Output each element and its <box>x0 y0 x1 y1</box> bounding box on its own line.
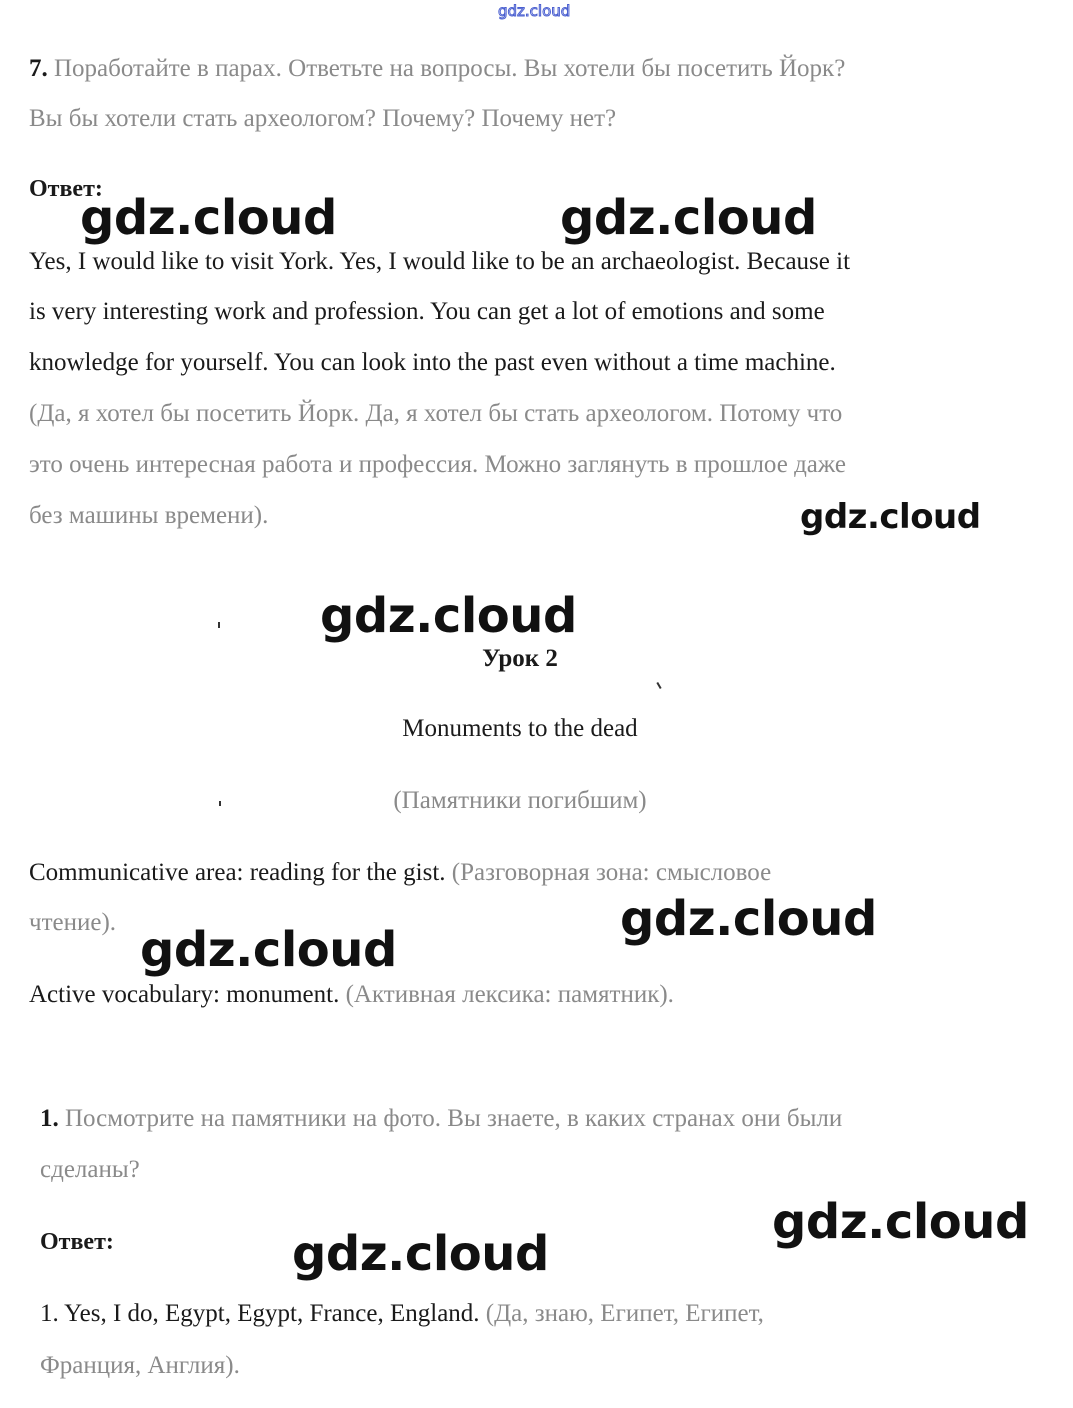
task7-answer-en-line2: is very interesting work and profession. You can get a lot of emotions and some <box>29 298 825 325</box>
communicative-en: Communicative area: reading for the gist. <box>29 859 446 886</box>
lesson-subtitle-en: Monuments to the dead <box>402 715 638 742</box>
task1-question-line1 <box>40 1104 842 1134</box>
scan-mark <box>219 801 221 806</box>
communicative-line1 <box>29 858 771 888</box>
task7-answer-ru-line1: (Да, я хотел бы посетить Йорк. Да, я хотел бы стать археологом. Потому что <box>29 400 843 427</box>
scan-mark <box>656 682 661 689</box>
watermark: gdz.cloud <box>560 190 817 246</box>
scan-mark <box>218 622 220 628</box>
watermark: gdz.cloud <box>800 497 981 537</box>
vocabulary-line <box>29 980 674 1010</box>
lesson-title: Урок 2 <box>482 645 558 672</box>
task7-answer-en-line1: Yes, I would like to visit York. Yes, I would like to be an archaeologist. Because it <box>29 248 851 275</box>
task1-answer-line2: Франция, Англия). <box>40 1352 240 1379</box>
task7-question-line2: Вы бы хотели стать археологом? Почему? Почему нет? <box>29 105 617 132</box>
task1-number: 1. <box>40 1105 59 1132</box>
watermark: gdz.cloud <box>140 922 397 978</box>
watermark: gdz.cloud <box>292 1226 549 1282</box>
task7-answer-ru-line3: без машины времени). <box>29 502 269 529</box>
task7-question-line1 <box>29 54 845 84</box>
task7-answer-en-line3: knowledge for yourself. You can look into the past even without a time machine. <box>29 349 836 376</box>
task1-question-line2: сделаны? <box>40 1156 140 1183</box>
lesson-subtitle-ru: (Памятники погибшим) <box>393 787 647 814</box>
watermark: gdz.cloud <box>80 190 337 246</box>
task1-answer-label: Ответ: <box>40 1229 114 1255</box>
communicative-line2: чтение). <box>29 909 117 936</box>
watermark: gdz.cloud <box>620 891 877 947</box>
task1-answer-ru: (Да, знаю, Египет, Египет, <box>485 1300 764 1327</box>
watermark: gdz.cloud <box>320 588 577 644</box>
communicative-ru: (Разговорная зона: смысловое <box>451 859 772 886</box>
task7-question-text: Поработайте в парах. Ответьте на вопросы. Вы хотели бы посетить Йорк? <box>54 55 846 82</box>
task1-answer-en: 1. Yes, I do, Egypt, Egypt, France, England. <box>40 1300 480 1327</box>
header-watermark: gdz.cloud <box>498 2 571 20</box>
vocabulary-en: Active vocabulary: monument. <box>29 981 340 1008</box>
task7-number: 7. <box>29 55 48 82</box>
vocabulary-ru: (Активная лексика: памятник). <box>345 981 674 1008</box>
task1-answer-line1 <box>40 1299 764 1329</box>
task7-answer-ru-line2: это очень интересная работа и профессия. Можно заглянуть в прошлое даже <box>29 451 846 478</box>
task1-question-text: Посмотрите на памятники на фото. Вы знаете, в каких странах они были <box>65 1105 843 1132</box>
watermark: gdz.cloud <box>772 1194 1029 1250</box>
task7-answer-label: Ответ: <box>29 176 103 202</box>
